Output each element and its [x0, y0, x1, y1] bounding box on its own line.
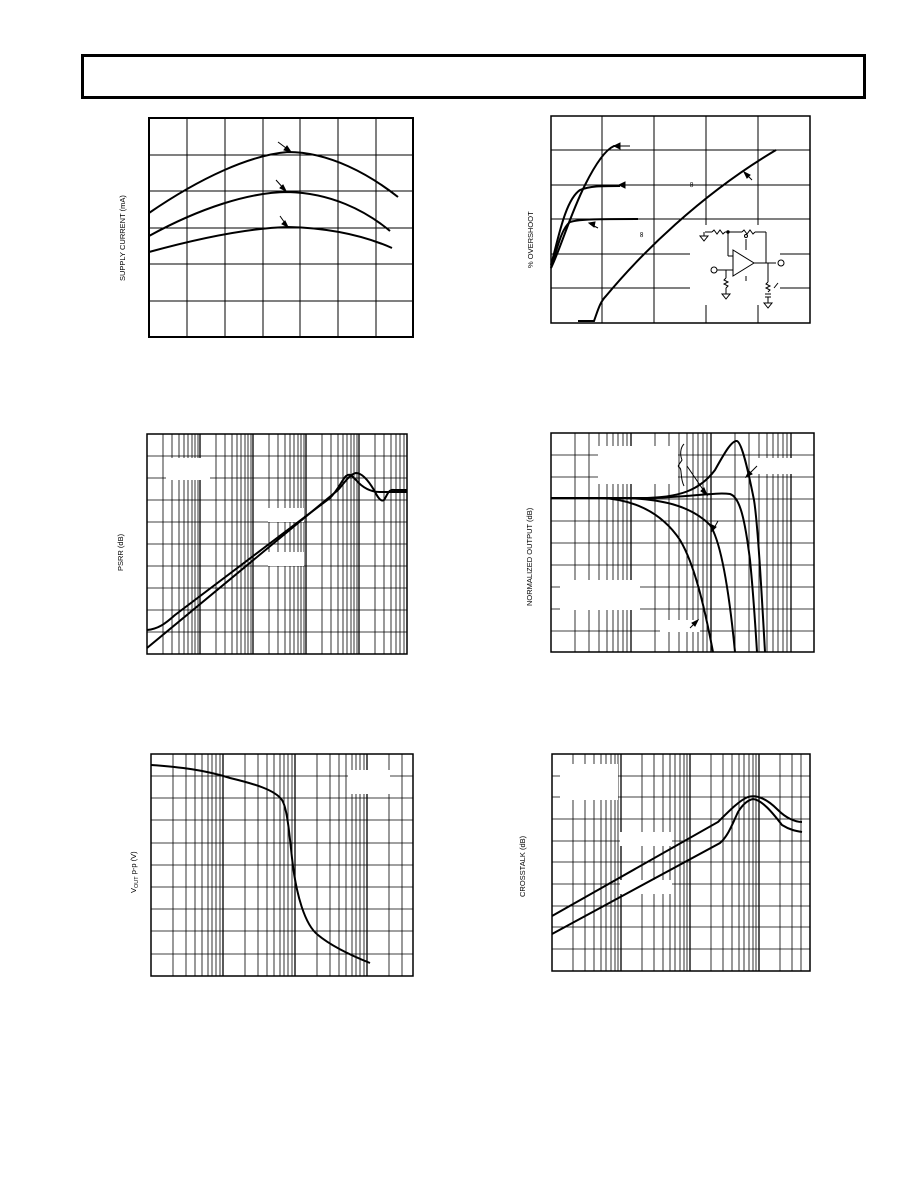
- overshoot-infinity-2: ∞: [637, 231, 646, 238]
- psrr-legend-bg: [166, 458, 210, 480]
- normalized-output-legend-bg: [598, 446, 678, 484]
- psrr-chart: [116, 434, 407, 654]
- supply-current-ylabel: SUPPLY CURRENT (mA): [118, 195, 127, 281]
- supply-current-curve-3: [149, 227, 392, 252]
- crosstalk-ylabel: CROSSTALK (dB): [518, 835, 527, 897]
- psrr-label-bg-1: [268, 508, 304, 522]
- normalized-output-chart: [525, 433, 814, 652]
- overshoot-curve-b: [551, 186, 620, 265]
- overshoot-infinity-1: ∞: [687, 181, 696, 188]
- overshoot-curve-a: [551, 146, 620, 268]
- normalized-output-annotations: [678, 444, 757, 628]
- supply-current-curve-1: [149, 152, 398, 213]
- normalized-output-label-bg-1: [758, 458, 802, 474]
- vout-ylabel: $V_{OUT}$ p-p (V): [129, 851, 140, 893]
- vout-curve: [151, 765, 370, 963]
- psrr-label-bg-2: [268, 552, 304, 566]
- crosstalk-chart: [518, 754, 810, 971]
- vout-legend-bg: [348, 770, 390, 794]
- normalized-output-curve-2: [551, 494, 757, 652]
- overshoot-chart: [526, 116, 810, 323]
- crosstalk-legend-bg: [560, 764, 618, 800]
- crosstalk-label-bg-1: [620, 832, 672, 846]
- psrr-ylabel: PSRR (dB): [116, 533, 125, 571]
- vout-chart: [129, 754, 413, 976]
- normalized-output-ylabel: NORMALIZED OUTPUT (dB): [525, 507, 534, 606]
- supply-current-chart: [118, 118, 413, 337]
- overshoot-ylabel: % OVERSHOOT: [526, 211, 535, 268]
- supply-current-curve-2: [149, 192, 390, 236]
- crosstalk-curve-1: [552, 796, 802, 916]
- normalized-output-label-bg-2: [560, 580, 640, 610]
